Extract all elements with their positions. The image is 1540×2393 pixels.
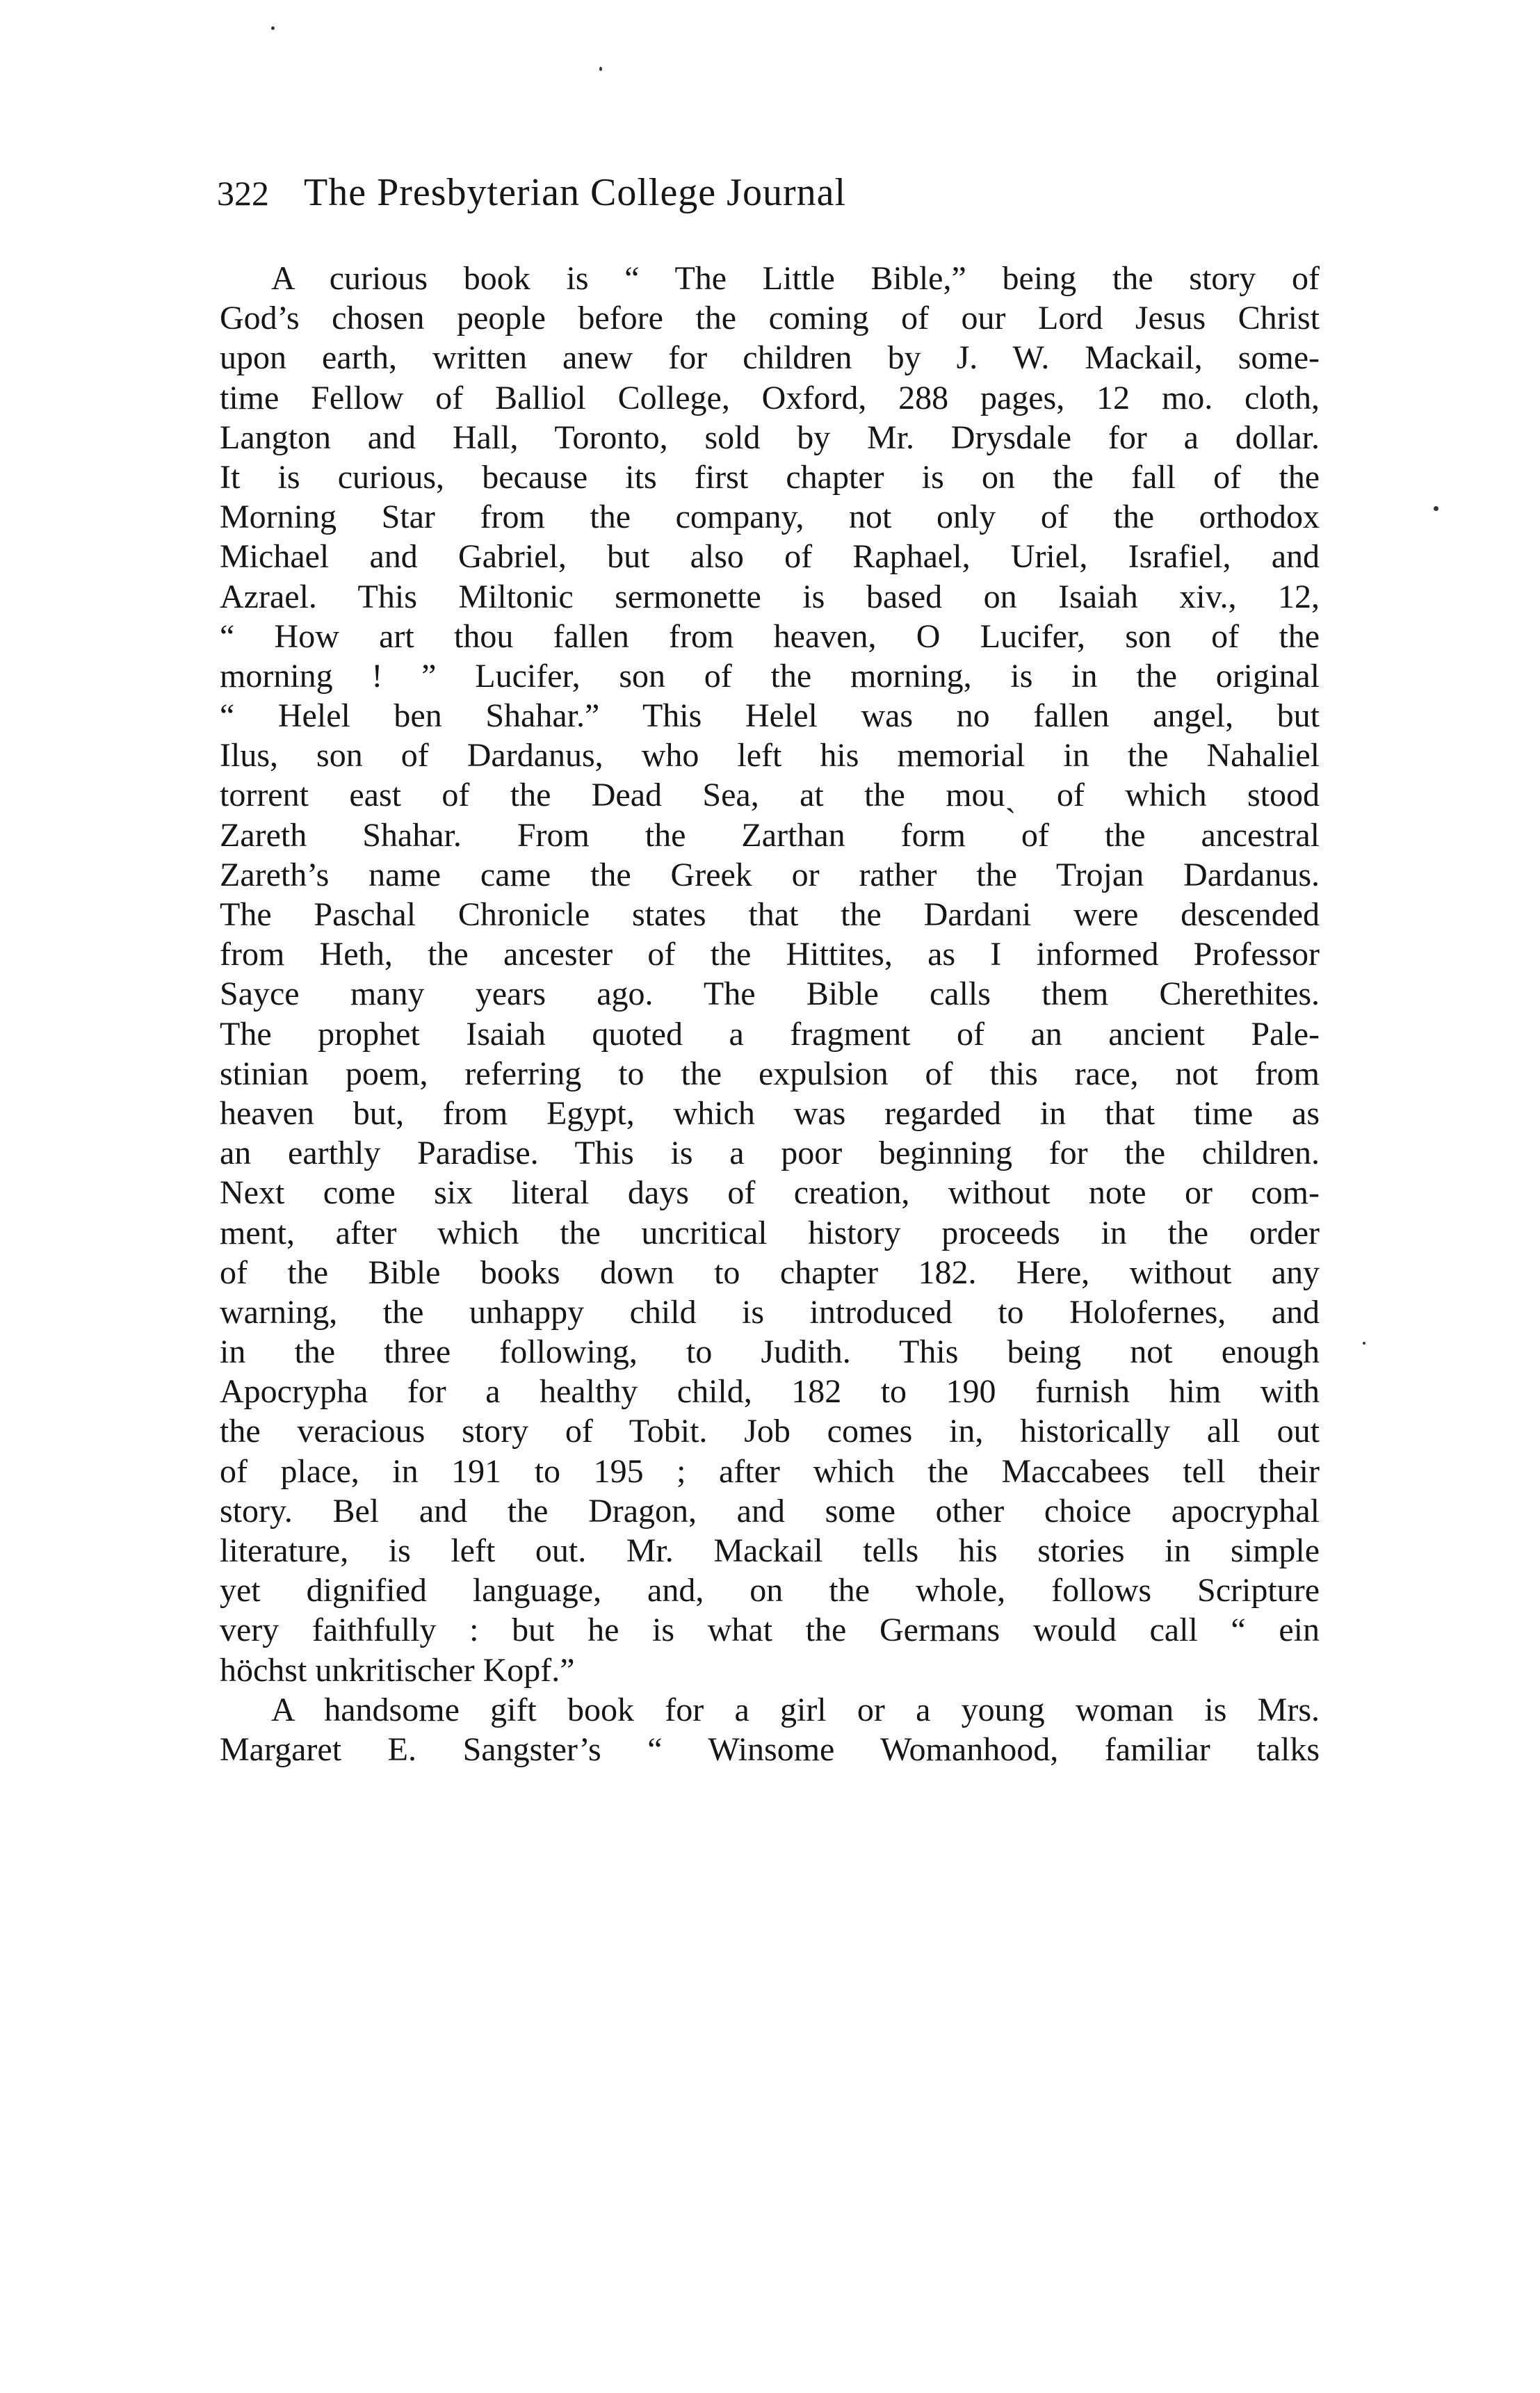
text-line: in the three following, to Judith. This being not enough bbox=[220, 1333, 1320, 1371]
text-line: The Paschal Chronicle states that the Dardani were descended bbox=[220, 896, 1320, 933]
text-line: heaven but, from Egypt, which was regarded in that time as bbox=[220, 1094, 1320, 1132]
text-line: “ How art thou fallen from heaven, O Lucifer, son of the bbox=[220, 617, 1320, 655]
page-number: 322 bbox=[217, 174, 269, 213]
running-head bbox=[217, 161, 1350, 224]
text-line: from Heth, the ancester of the Hittites, as I informed Professor bbox=[220, 936, 1320, 973]
text-line: Sayce many years ago. The Bible calls them Cherethites. bbox=[220, 975, 1320, 1013]
text-line: story. Bel and the Dragon, and some other choice apocryphal bbox=[220, 1492, 1320, 1530]
text-line: Morning Star from the company, not only of the orthodox bbox=[220, 498, 1320, 536]
text-line: very faithfully : but he is what the Germans would call “ ein bbox=[220, 1612, 1320, 1649]
scan-speck bbox=[271, 26, 275, 30]
text-line: Azrael. This Miltonic sermonette is based on Isaiah xiv., 12, bbox=[220, 578, 1320, 615]
text-line: yet dignified language, and, on the whole, follows Scripture bbox=[220, 1572, 1320, 1609]
text-line: A curious book is “ The Little Bible,” being the story of bbox=[271, 260, 1320, 297]
text-line: stinian poem, referring to the expulsion of this race, not from bbox=[220, 1055, 1320, 1092]
text-line: It is curious, because its first chapter is on the fall of the bbox=[220, 458, 1320, 496]
text-line: The prophet Isaiah quoted a fragment of an ancient Pale- bbox=[220, 1015, 1320, 1053]
text-line: Ilus, son of Dardanus, who left his memorial in the Nahaliel bbox=[220, 737, 1320, 774]
text-line: Margaret E. Sangster’s “ Winsome Womanhood, familiar talks bbox=[220, 1730, 1320, 1768]
text-line: warning, the unhappy child is introduced to Holofernes, and bbox=[220, 1293, 1320, 1331]
text-line: höchst unkritischer Kopf.” bbox=[220, 1651, 575, 1689]
text-line: Langton and Hall, Toronto, sold by Mr. Drysdale for a dollar. bbox=[220, 419, 1320, 456]
scan-speck bbox=[599, 67, 602, 71]
text-line: Zareth’s name came the Greek or rather the Trojan Dardanus. bbox=[220, 856, 1320, 893]
text-line: Apocrypha for a healthy child, 182 to 190 furnish him with bbox=[220, 1373, 1320, 1411]
text-line: literature, is left out. Mr. Mackail tells his stories in simple bbox=[220, 1532, 1320, 1569]
scan-speck bbox=[1434, 506, 1438, 511]
scan-speck bbox=[1363, 1342, 1365, 1345]
body-text bbox=[220, 259, 1320, 1769]
text-line: ment, after which the uncritical history proceeds in the order bbox=[220, 1214, 1320, 1251]
text-line: upon earth, written anew for children by J. W. Mackail, some- bbox=[220, 339, 1320, 377]
text-line: time Fellow of Balliol College, Oxford, 288 pages, 12 mo. cloth, bbox=[220, 379, 1320, 416]
text-line: of place, in 191 to 195 ; after which the Maccabees tell their bbox=[220, 1452, 1320, 1490]
text-line: of the Bible books down to chapter 182. Here, without any bbox=[220, 1254, 1320, 1291]
text-line: God’s chosen people before the coming of our Lord Jesus Christ bbox=[220, 300, 1320, 337]
text-line: Michael and Gabriel, but also of Raphael, Uriel, Israfiel, and bbox=[220, 538, 1320, 576]
text-line: morning ! ” Lucifer, son of the morning, is in the original bbox=[220, 657, 1320, 695]
text-line: an earthly Paradise. This is a poor beginning for the children. bbox=[220, 1135, 1320, 1172]
text-line: “ Helel ben Shahar.” This Helel was no fallen angel, but bbox=[220, 697, 1320, 735]
text-line: torrent east of the Dead Sea, at the mouˎ of which stood bbox=[220, 777, 1320, 814]
text-line: the veracious story of Tobit. Job comes in, historically all out bbox=[220, 1413, 1320, 1450]
text-line: Next come six literal days of creation, without note or com- bbox=[220, 1174, 1320, 1212]
text-line: A handsome gift book for a girl or a young woman is Mrs. bbox=[271, 1691, 1320, 1728]
journal-title: The Presbyterian College Journal bbox=[304, 171, 847, 214]
text-line: Zareth Shahar. From the Zarthan form of the ancestral bbox=[220, 816, 1320, 854]
